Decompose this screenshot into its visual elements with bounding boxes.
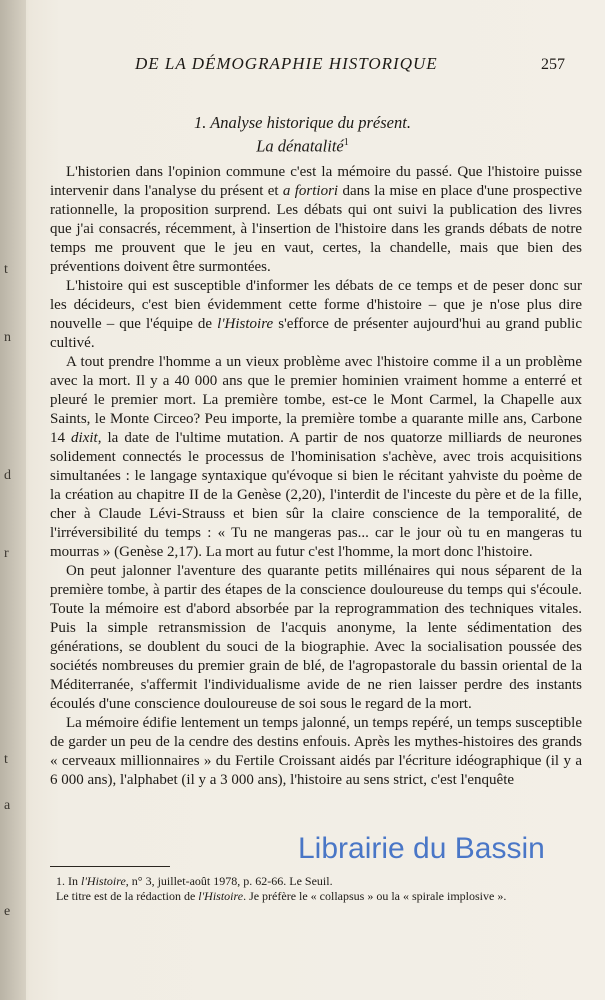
paragraph [50,562,582,714]
text-run: A tout prendre l'homme a un vieux problème avec l'histoire comme il a un problème avec la mort. Il y a 40 000 ans que le premier hominien vraiment homme a enterré et pleuré le premier mort. La première tombe, est-ce le Mont Carmel, la Chapelle aux Saints, le Monte Circeo? Peu importe, la première tombe a quarante mille ans, Carbone 14 [50,354,582,446]
margin-fragment: d [4,468,11,483]
footnote [50,889,582,904]
paragraph [50,714,582,790]
paragraph [50,277,582,353]
page-number: 257 [541,56,565,73]
text-run: L'histoire qui est susceptible d'informer les débats de ce temps et de peser donc sur les décideurs, c'est bien évidemment cette forme d'histoire – que je n'ose plus dire nouvelle – que l'équipe de [50,278,582,332]
paragraph [50,163,582,277]
margin-fragment: r [4,546,9,561]
text-run: Le titre est de la rédaction de [56,889,199,903]
heading-line-2 [0,133,605,157]
heading-title: La dénatalité [256,136,344,156]
text-run: La mémoire édifie lentement un temps jalonné, un temps repéré, un temps susceptible de garder un peu de la cendre des destins enfouis. Après les mythes-histoires des grands « cerveaux millionnaires » du Fertile Croissant aidés par l'écriture idéographique (il y a 6 000 ans), l'alphabet (il y a 3 000 ans), l'histoire au sens strict, c'est l'enquête [50,715,582,788]
text-run: L'historien dans l'opinion commune c'est la mémoire du passé. Que l'histoire puisse intervenir dans l'analyse du présent et [50,164,582,199]
running-title: DE LA DÉMOGRAPHIE HISTORIQUE [135,54,438,73]
section-heading [0,113,605,157]
margin-fragment: e [4,904,11,919]
footnote-rule [50,866,170,867]
text-run: . Je préfère le « collapsus » ou la « spirale implosive ». [243,889,507,903]
watermark: Librairie du Bassin [298,832,545,865]
italic-run: l'Histoire [198,889,244,903]
text-run: s'efforce de présenter aujourd'hui au grand public cultivé. [50,316,582,351]
margin-fragment: n [4,330,11,345]
italic-run: l'Histoire [217,316,274,332]
text-run: , la date de l'ultime mutation. A partir de nos quatorze milliards de neurones solidement connectés le processus de l'hominisation s'achève, avec trois acquisitions simultanées : le langage syntaxique qu'évoque si bien le récitant yahviste du poème de la création au chapitre II de la Genèse (2,20), l'interdit de l'inceste du père et de la fille, cher à Claude Lévi-Strauss et bien sûr la claire conscience de la temporalité, de l'irréversibilité du temps : « Tu ne mangeras pas... car le jour où tu en mangeras tu mourras » (Genèse 2,17). La mort au futur c'est l'homme, la mort donc l'histoire. [50,430,582,560]
heading-line-1: 1. Analyse historique du présent. [194,113,411,132]
footnotes [50,874,582,904]
text-run: 1. In [56,874,81,888]
italic-run: l'Histoire [81,874,126,888]
italic-run: a fortiori [282,183,339,199]
margin-fragment: a [4,798,11,813]
footnote [50,874,582,889]
italic-run: dixit [71,430,98,446]
text-run: , n° 3, juillet-août 1978, p. 62-66. Le Seuil. [125,874,333,888]
margin-fragment: t [4,752,8,767]
body-text [50,163,582,790]
running-header [135,52,565,78]
text-run: On peut jalonner l'aventure des quarante petits millénaires qui nous séparent de la première tombe, à partir des étapes de la conscience douloureuse du temps qui s'écoule. Toute la mémoire est d'abord absorbée par la reprogrammation des techniques vitales. Puis la simple retransmission de l'acquis anonyme, la lente sédimentation des générations, se doublent du souci de la biographie. Avec la socialisation poussée des sociétés nombreuses du premier grain de blé, de l'agropastorale du bassin oriental de la Méditerranée, s'affermit l'individualisme avide de ne rien laisser perdre des instants écoulés d'une conscience douloureuse de soi sous le regard de la mort. [50,563,582,712]
margin-fragment: t [4,262,8,277]
paragraph [50,353,582,562]
footnote-marker: 1 [343,137,349,148]
text-run: dans la mise en place d'une prospective rationnelle, la proposition surprend. Les débats qui ont suivi la publication des livres que j'ai consacrés, récemment, à l'insertion de l'histoire dans les grands débats de notre temps me prouvent que le jeu en vaut, certes, la chandelle, mais que bien des préventions doivent être surmontées. [50,183,582,275]
